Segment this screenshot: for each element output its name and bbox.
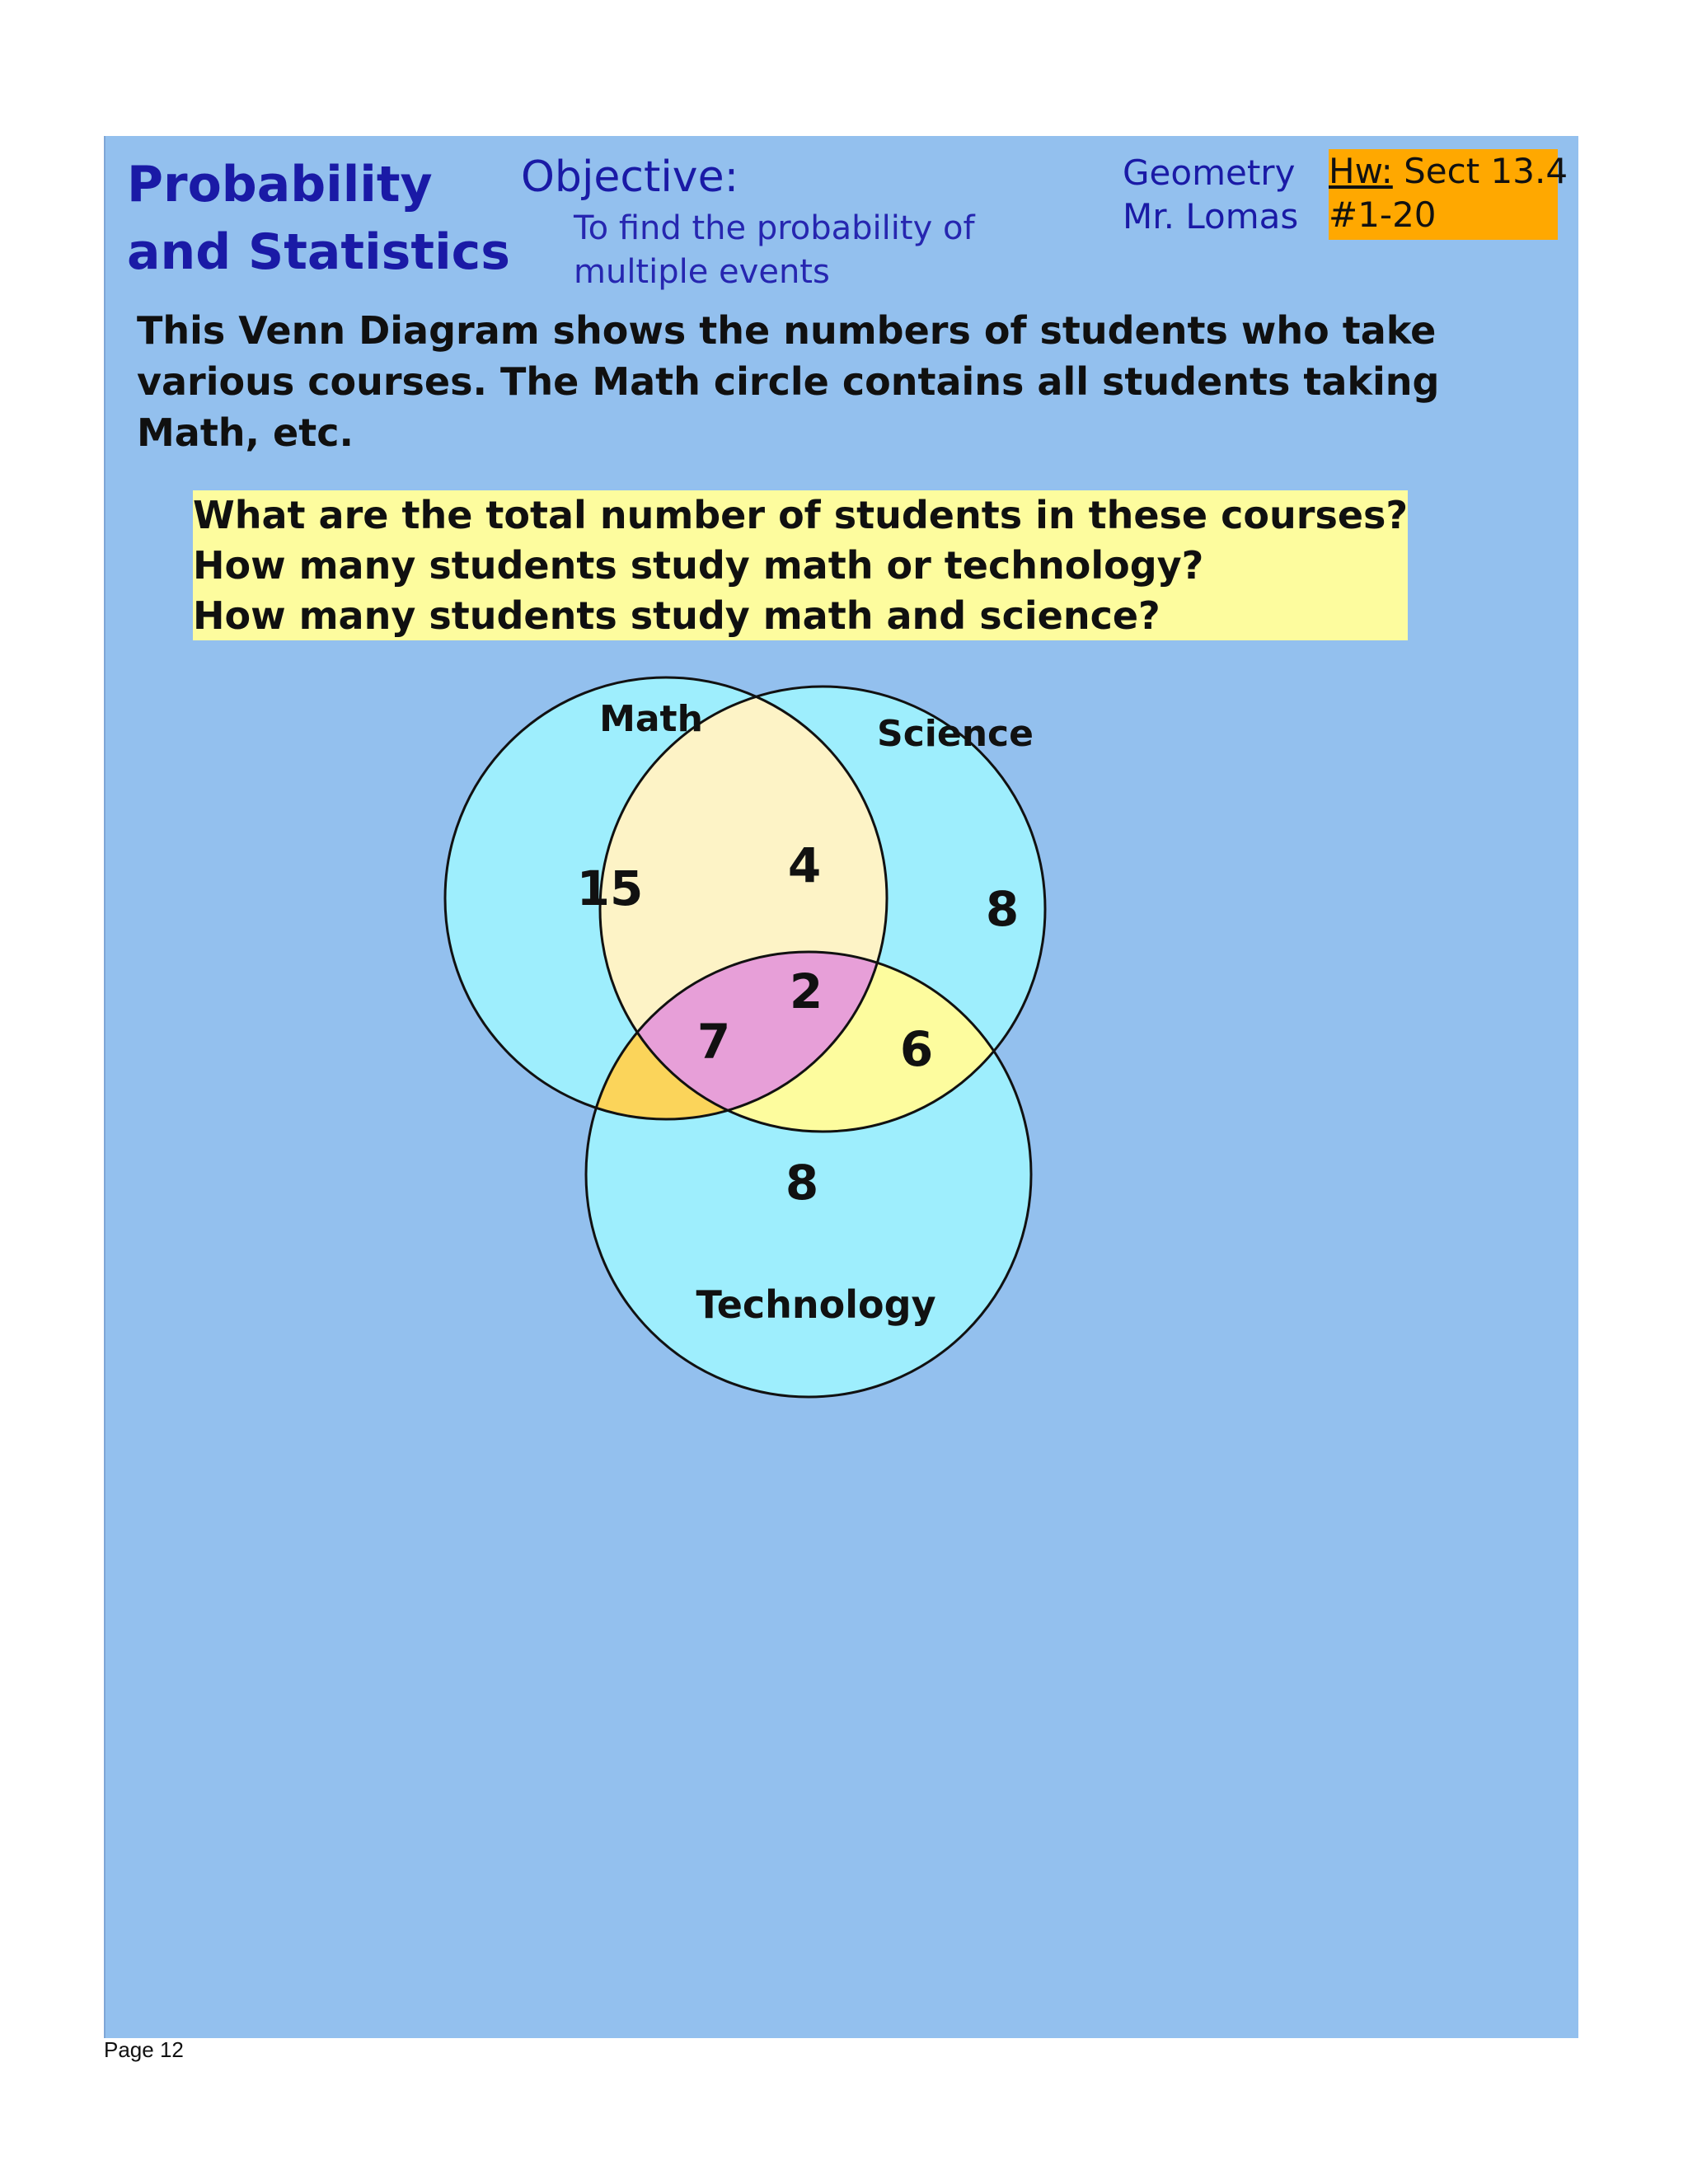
- science-technology-count: 6: [899, 1021, 934, 1077]
- page-number: Page 12: [104, 2037, 184, 2062]
- title-line-2: and Statistics: [127, 223, 510, 281]
- math-only-count: 15: [576, 860, 644, 916]
- objective-text: To find the probability of multiple events: [574, 209, 975, 291]
- course-subject: Geometry: [1123, 152, 1296, 193]
- title-line-1: Probability: [127, 156, 433, 213]
- science-label: Science: [877, 713, 1034, 755]
- homework-label: Hw:: [1329, 151, 1393, 191]
- technology-only-count: 8: [785, 1155, 819, 1211]
- all-three-count: 2: [789, 963, 823, 1019]
- homework-problems: #1-20: [1329, 194, 1437, 235]
- course-teacher: Mr. Lomas: [1123, 196, 1299, 237]
- technology-label: Technology: [696, 1282, 936, 1327]
- venn-diagram: [106, 136, 1578, 2038]
- math-science-count: 4: [787, 837, 822, 893]
- question-3: How many students study math and science?: [193, 593, 1160, 638]
- question-1: What are the total number of students in these courses?: [193, 493, 1409, 537]
- math-technology-count: 7: [696, 1014, 731, 1070]
- intro-text: This Venn Diagram shows the numbers of students who take various courses. The Math circle contains all students taking Math, etc.: [137, 308, 1440, 455]
- homework-section: Sect 13.4: [1392, 151, 1568, 191]
- science-only-count: 8: [985, 881, 1020, 937]
- slide: [104, 136, 1578, 2038]
- objective-heading: Objective:: [521, 152, 739, 202]
- question-2: How many students study math or technology?: [193, 543, 1204, 588]
- math-label: Math: [599, 698, 703, 740]
